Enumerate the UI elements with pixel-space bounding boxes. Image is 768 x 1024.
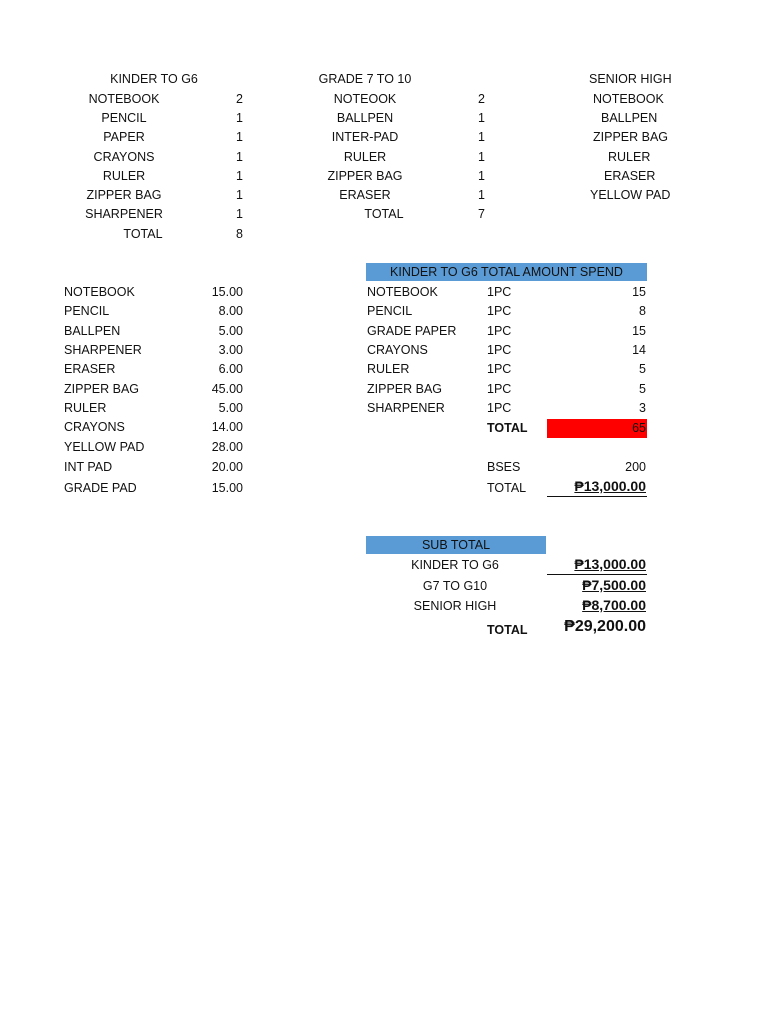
- list-item-name: YELLOW PAD: [590, 188, 671, 202]
- spend-item-amount: 14: [632, 343, 646, 357]
- list-item-name: RULER: [608, 150, 651, 164]
- list-item-name: ZIPPER BAG: [593, 130, 669, 144]
- spend-item-unit: 1PC: [487, 362, 512, 376]
- grand-total-value: ₱13,000.00: [574, 478, 646, 494]
- spend-item-unit: 1PC: [487, 324, 512, 338]
- kinder-spend-header: KINDER TO G6 TOTAL AMOUNT SPEND: [366, 263, 647, 281]
- spend-item-unit: 1PC: [487, 401, 512, 415]
- price-item-name: RULER: [64, 401, 107, 415]
- spend-item-amount: 15: [632, 324, 646, 338]
- list-item-qty: 1: [478, 150, 485, 164]
- list-item-name: INTER-PAD: [331, 130, 399, 144]
- list-item-name: PENCIL: [101, 111, 147, 125]
- subtotal-total-value: ₱29,200.00: [564, 618, 646, 635]
- grand-total-label: TOTAL: [487, 481, 527, 495]
- spend-item-unit: 1PC: [487, 304, 512, 318]
- subtotal-row-value: ₱13,000.00: [574, 556, 646, 572]
- spend-item-unit: 1PC: [487, 285, 512, 299]
- list-item-qty: 2: [236, 92, 243, 106]
- list-item-name: RULER: [102, 169, 146, 183]
- list-item-qty: 1: [236, 111, 243, 125]
- list-item-name: ERASER: [339, 188, 391, 202]
- spend-item-name: CRAYONS: [367, 343, 428, 357]
- grade7-total-value: 7: [478, 207, 485, 221]
- spend-item-name: ZIPPER BAG: [367, 382, 443, 396]
- list-item-qty: 2: [478, 92, 485, 106]
- kinder-total-label: TOTAL: [123, 227, 163, 241]
- price-item-value: 6.00: [218, 362, 243, 376]
- subtotal-row-label: G7 TO G10: [422, 579, 488, 593]
- list-item-qty: 1: [478, 130, 485, 144]
- kinder-list-title: KINDER TO G6: [110, 72, 198, 86]
- subtotal-row-label: KINDER TO G6: [411, 558, 499, 572]
- price-item-name: GRADE PAD: [64, 481, 137, 495]
- spend-item-name: PENCIL: [367, 304, 413, 318]
- list-item-qty: 1: [236, 169, 243, 183]
- price-item-value: 8.00: [218, 304, 243, 318]
- spend-item-name: RULER: [367, 362, 410, 376]
- list-item-name: RULER: [343, 150, 387, 164]
- price-item-name: PENCIL: [64, 304, 110, 318]
- price-item-value: 5.00: [218, 324, 243, 338]
- spend-item-amount: 8: [639, 304, 646, 318]
- subtotal-header: SUB TOTAL: [366, 536, 546, 554]
- spend-item-amount: 5: [639, 382, 646, 396]
- price-item-value: 15.00: [211, 481, 243, 495]
- subtotal-total-label: TOTAL: [487, 623, 528, 637]
- price-item-value: 5.00: [218, 401, 243, 415]
- price-item-name: YELLOW PAD: [64, 440, 145, 454]
- spend-item-amount: 3: [639, 401, 646, 415]
- list-item-name: NOTEBOOK: [88, 92, 160, 106]
- list-item-qty: 1: [236, 130, 243, 144]
- subtotal-row-value: ₱7,500.00: [582, 577, 646, 593]
- price-item-value: 28.00: [211, 440, 243, 454]
- spend-item-unit: 1PC: [487, 343, 512, 357]
- price-item-name: BALLPEN: [64, 324, 121, 338]
- list-item-name: ERASER: [604, 169, 656, 183]
- price-item-name: NOTEBOOK: [64, 285, 135, 299]
- spend-total-label: TOTAL: [487, 421, 528, 435]
- list-item-qty: 1: [478, 111, 485, 125]
- senior-list-title: SENIOR HIGH: [589, 72, 672, 86]
- list-item-name: ZIPPER BAG: [86, 188, 162, 202]
- list-item-qty: 1: [236, 207, 243, 221]
- list-item-qty: 1: [236, 188, 243, 202]
- bses-value: 200: [625, 460, 646, 474]
- list-item-name: ZIPPER BAG: [327, 169, 403, 183]
- list-item-name: CRAYONS: [93, 150, 155, 164]
- price-item-name: ERASER: [64, 362, 116, 376]
- spend-item-name: SHARPENER: [367, 401, 445, 415]
- price-item-value: 14.00: [211, 420, 243, 434]
- price-item-value: 3.00: [218, 343, 243, 357]
- list-item-name: NOTEOOK: [333, 92, 397, 106]
- list-item-name: SHARPENER: [85, 207, 163, 221]
- kinder-total-value: 8: [236, 227, 243, 241]
- price-item-value: 20.00: [211, 460, 243, 474]
- price-item-value: 45.00: [211, 382, 243, 396]
- price-item-name: ZIPPER BAG: [64, 382, 140, 396]
- subtotal-row-value: ₱8,700.00: [582, 597, 646, 613]
- price-item-value: 15.00: [211, 285, 243, 299]
- grade7-list-title: GRADE 7 TO 10: [318, 72, 412, 86]
- subtotal-underline: [547, 574, 647, 575]
- spend-item-amount: 15: [632, 285, 646, 299]
- list-item-qty: 1: [478, 188, 485, 202]
- spend-item-name: NOTEBOOK: [367, 285, 438, 299]
- grade7-total-label: TOTAL: [364, 207, 404, 221]
- spend-total-value: 65: [632, 421, 646, 435]
- list-item-name: PAPER: [103, 130, 145, 144]
- spend-item-amount: 5: [639, 362, 646, 376]
- price-item-name: INT PAD: [64, 460, 113, 474]
- list-item-qty: 1: [236, 150, 243, 164]
- list-item-name: NOTEBOOK: [593, 92, 664, 106]
- spend-item-unit: 1PC: [487, 382, 512, 396]
- list-item-name: BALLPEN: [601, 111, 658, 125]
- list-item-name: BALLPEN: [336, 111, 394, 125]
- price-item-name: SHARPENER: [64, 343, 142, 357]
- price-item-name: CRAYONS: [64, 420, 125, 434]
- spend-item-name: GRADE PAPER: [367, 324, 457, 338]
- grand-total-underline: [547, 496, 647, 497]
- subtotal-row-label: SENIOR HIGH: [413, 599, 497, 613]
- bses-label: BSES: [487, 460, 521, 474]
- list-item-qty: 1: [478, 169, 485, 183]
